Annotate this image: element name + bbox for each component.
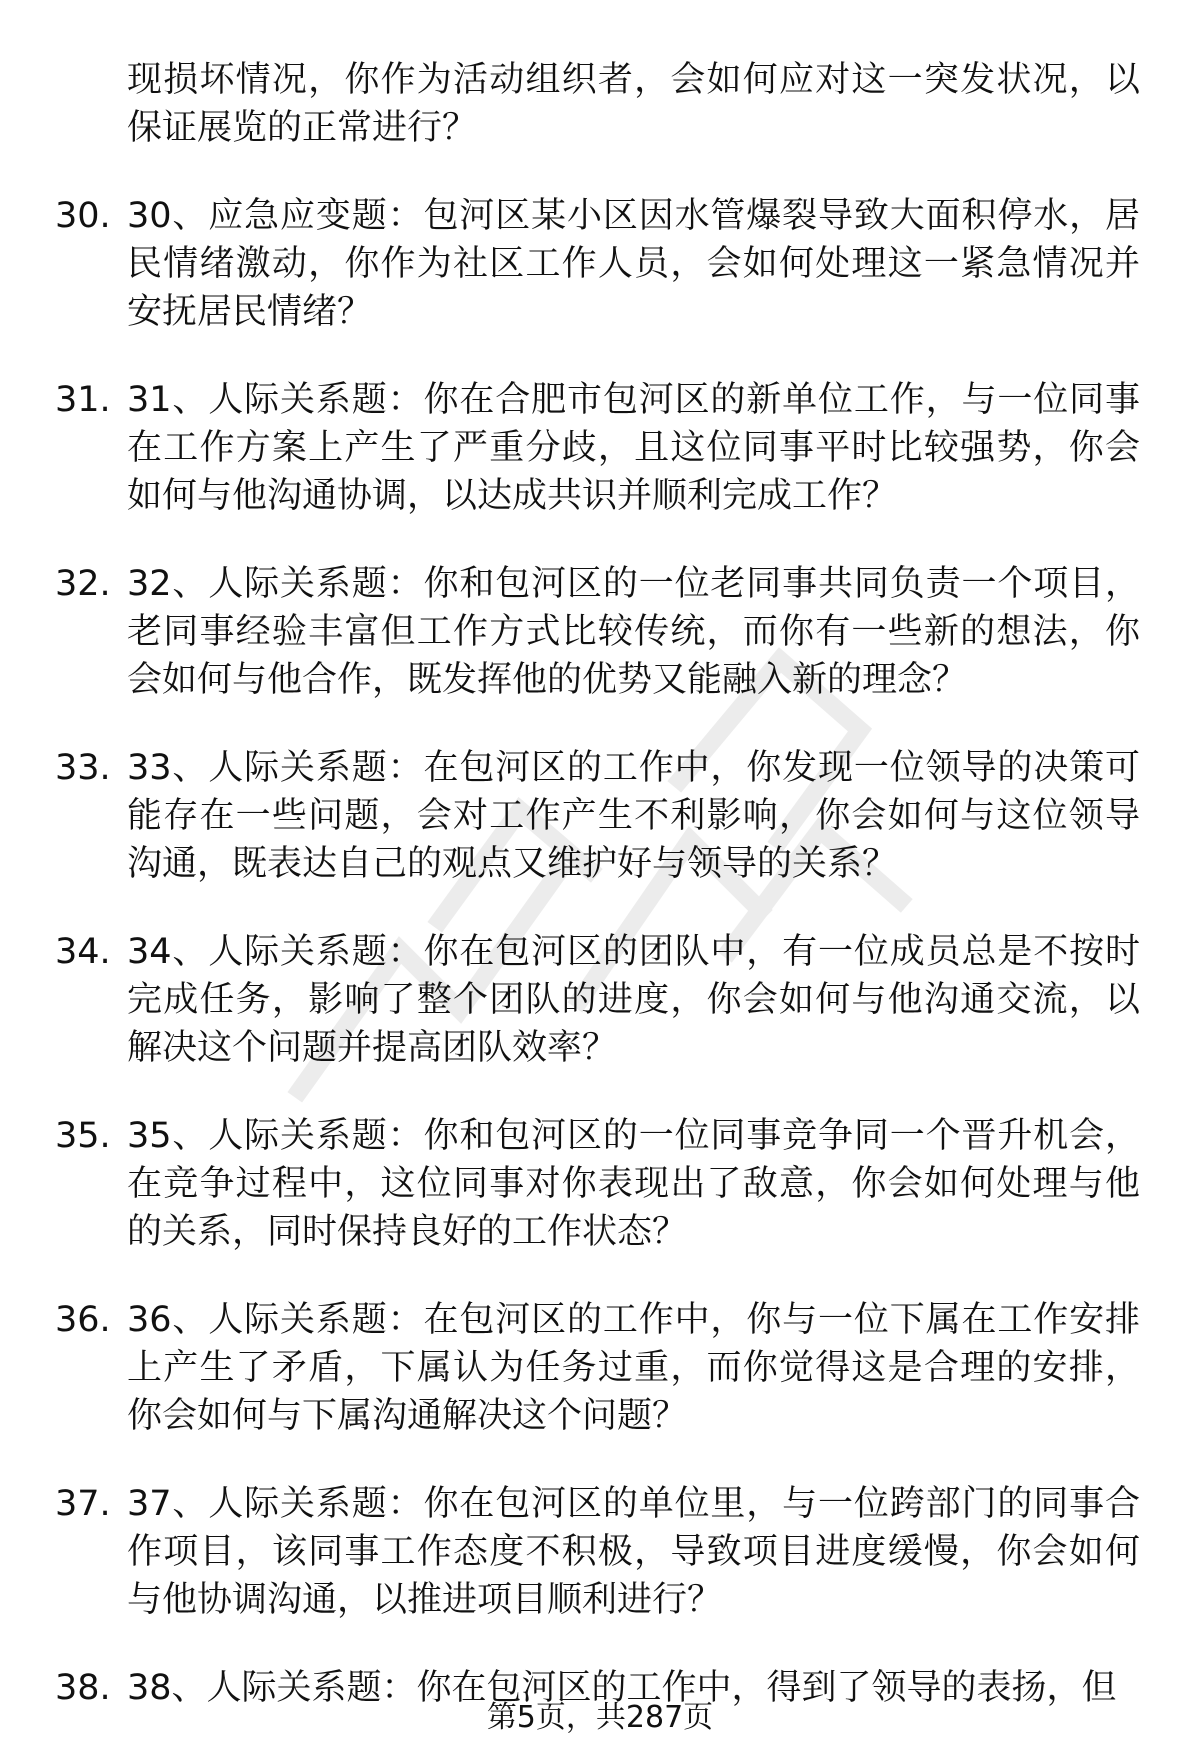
page-footer: 第5页，共287页 — [486, 1700, 714, 1735]
list-item — [55, 560, 1140, 704]
list-item — [55, 1112, 1140, 1256]
list-item — [55, 376, 1140, 520]
item-number: 38. — [55, 1668, 111, 1708]
item-text: 30、应急应变题：包河区某小区因水管爆裂导致大面积停水，居民情绪激动，你作为社区工作人员，会如何处理这一紧急情况并安抚居民情绪？ — [127, 196, 1140, 332]
list-item — [55, 1480, 1140, 1624]
item-text: 33、人际关系题：在包河区的工作中，你发现一位领导的决策可能存在一些问题，会对工作产生不利影响，你会如何与这位领导沟通，既表达自己的观点又维护好与领导的关系？ — [127, 748, 1140, 884]
list-item — [55, 1296, 1140, 1440]
item-number: 31. — [55, 380, 111, 420]
item-number: 35. — [55, 1116, 111, 1156]
item-text: 32、人际关系题：你和包河区的一位老同事共同负责一个项目，老同事经验丰富但工作方式比较传统，而你有一些新的想法，你会如何与他合作，既发挥他的优势又能融入新的理念？ — [127, 564, 1140, 700]
item-text: 37、人际关系题：你在包河区的单位里，与一位跨部门的同事合作项目，该同事工作态度不积极，导致项目进度缓慢，你会如何与他协调沟通，以推进项目顺利进行？ — [127, 1484, 1140, 1620]
item-number: 33. — [55, 748, 111, 788]
list-item — [55, 192, 1140, 336]
list-item — [55, 744, 1140, 888]
item-text: 36、人际关系题：在包河区的工作中，你与一位下属在工作安排上产生了矛盾，下属认为任务过重，而你觉得这是合理的安排，你会如何与下属沟通解决这个问题？ — [127, 1300, 1140, 1436]
item-text: 34、人际关系题：你在包河区的团队中，有一位成员总是不按时完成任务，影响了整个团队的进度，你会如何与他沟通交流，以解决这个问题并提高团队效率？ — [127, 932, 1140, 1068]
continuation-paragraph: 现损坏情况，你作为活动组织者，会如何应对这一突发状况，以保证展览的正常进行？ — [127, 60, 1140, 148]
item-number: 34. — [55, 932, 111, 972]
item-number: 30. — [55, 196, 111, 236]
item-text: 31、人际关系题：你在合肥市包河区的新单位工作，与一位同事在工作方案上产生了严重分歧，且这位同事平时比较强势，你会如何与他沟通协调，以达成共识并顺利完成工作？ — [127, 380, 1140, 516]
list-item — [55, 928, 1140, 1072]
item-number: 32. — [55, 564, 111, 604]
item-text: 35、人际关系题：你和包河区的一位同事竞争同一个晋升机会，在竞争过程中，这位同事对你表现出了敌意，你会如何处理与他的关系，同时保持良好的工作状态？ — [127, 1116, 1140, 1252]
item-text: 38、人际关系题：你在包河区的工作中，得到了领导的表扬，但 — [127, 1668, 1117, 1708]
item-number: 37. — [55, 1484, 111, 1524]
item-number: 36. — [55, 1300, 111, 1340]
question-list — [55, 192, 1140, 1712]
